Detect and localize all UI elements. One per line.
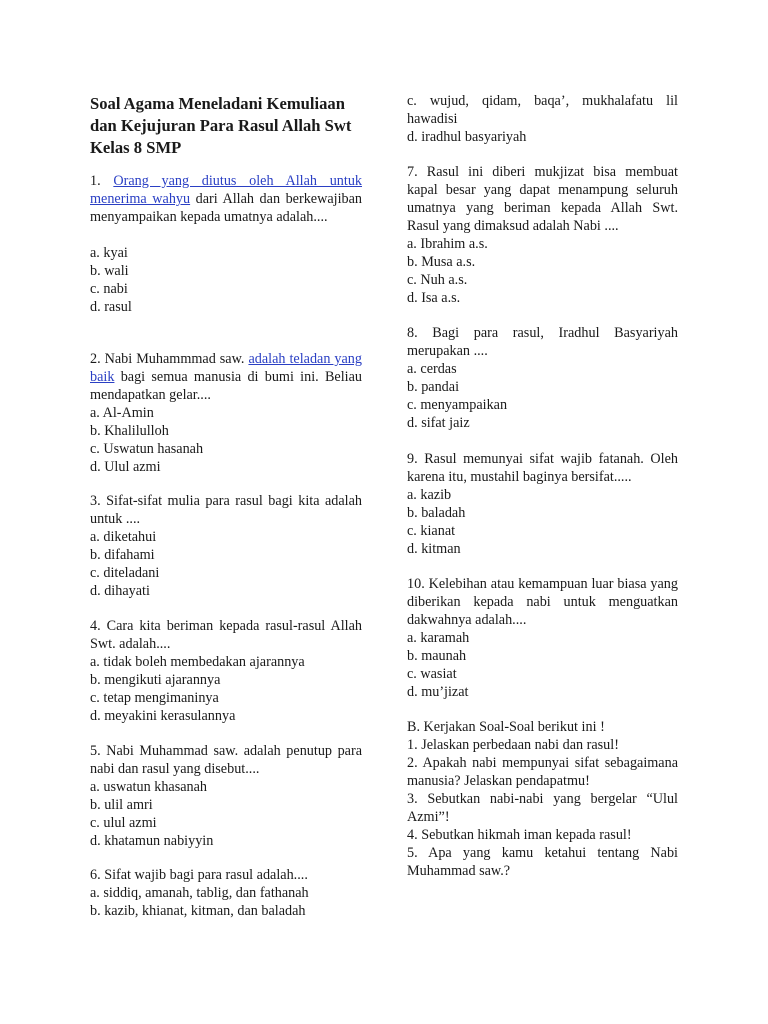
question-text: 7. Rasul ini diberi mukjizat bisa membuat kapal besar yang dapat menampung seluruh umatnya yang beriman kepada Allah Swt. Rasul yang dimaksud adalah Nabi ....	[407, 164, 678, 234]
question-text: 5. Nabi Muhammad saw. adalah penutup para nabi dan rasul yang disebut....	[90, 743, 362, 777]
question-7	[407, 163, 678, 307]
option-b: b. mengikuti ajarannya	[90, 672, 221, 688]
question-text: dari Allah dan berkewajiban menyampaikan kepada umatnya adalah....	[90, 191, 363, 225]
option-a: a. uswatun khasanah	[90, 779, 208, 795]
question-text-rest: bagi semua manusia di bumi ini. Beliau mendapatkan gelar....	[90, 369, 362, 403]
option-c: c. diteladani	[90, 565, 160, 581]
question-1	[90, 172, 362, 316]
option-c: c. kianat	[407, 523, 456, 539]
essay-item: 3. Sebutkan nabi-nabi yang bergelar “Ulul Azmi”!	[407, 791, 678, 825]
option-c: c. wujud, qidam, baqa’, mukhalafatu lil hawadisi	[407, 93, 678, 127]
question-number: 1.	[90, 173, 101, 189]
option-b: b. kazib, khianat, kitman, dan baladah	[90, 903, 306, 919]
option-b: b. maunah	[407, 648, 467, 664]
question-link[interactable]: Orang yang diutus oleh Allah untuk menerima wahyu	[90, 173, 363, 207]
question-text: 6. Sifat wajib bagi para rasul adalah....	[90, 867, 308, 883]
option-d: d. khatamun nabiyyin	[90, 833, 214, 849]
question-6-continued	[407, 92, 678, 146]
option-b: b. wali	[90, 263, 129, 279]
option-d: d. Ulul azmi	[90, 459, 161, 475]
option-d: d. meyakini kerasulannya	[90, 708, 236, 724]
question-text: 4. Cara kita beriman kepada rasul-rasul Allah Swt. adalah....	[90, 618, 362, 652]
question-5	[90, 742, 362, 850]
question-4	[90, 617, 362, 725]
option-b: b. baladah	[407, 505, 466, 521]
option-b: b. pandai	[407, 379, 460, 395]
question-3	[90, 492, 362, 600]
option-a: a. tidak boleh membedakan ajarannya	[90, 654, 305, 670]
option-b: b. Khalilulloh	[90, 423, 169, 439]
question-9	[407, 450, 678, 558]
option-d: d. mu’jizat	[407, 684, 469, 700]
option-b: b. ulil amri	[90, 797, 153, 813]
option-d: d. dihayati	[90, 583, 150, 599]
page-title: Soal Agama Meneladani Kemuliaan dan Kejujuran Para Rasul Allah Swt Kelas 8 SMP	[90, 94, 352, 157]
question-10	[407, 575, 678, 701]
question-text: 8. Bagi para rasul, Iradhul Basyariyah merupakan ....	[407, 325, 678, 359]
question-text: 10. Kelebihan atau kemampuan luar biasa yang diberikan kepada nabi untuk menguatkan dakwahnya adalah....	[407, 576, 678, 628]
essay-section	[407, 718, 678, 880]
option-c: c. menyampaikan	[407, 397, 508, 413]
option-a: a. Ibrahim a.s.	[407, 236, 488, 252]
question-text: 9. Rasul memunyai sifat wajib fatanah. Oleh karena itu, mustahil baginya bersifat.....	[407, 451, 678, 485]
essay-item: 2. Apakah nabi mempunyai sifat sebagaimana manusia? Jelaskan pendapatmu!	[407, 755, 678, 789]
option-a: a. karamah	[407, 630, 470, 646]
option-c: c. nabi	[90, 281, 128, 297]
option-a: a. cerdas	[407, 361, 457, 377]
question-link[interactable]: adalah teladan yang baik	[90, 351, 362, 385]
option-c: c. wasiat	[407, 666, 457, 682]
question-6	[90, 866, 362, 920]
option-c: c. Uswatun hasanah	[90, 441, 204, 457]
question-text: 3. Sifat-sifat mulia para rasul bagi kita adalah untuk ....	[90, 493, 362, 527]
option-c: c. ulul azmi	[90, 815, 157, 831]
essay-item: 5. Apa yang kamu ketahui tentang Nabi Muhammad saw.?	[407, 845, 678, 879]
option-d: d. sifat jaiz	[407, 415, 470, 431]
option-a: a. kazib	[407, 487, 452, 503]
question-8	[407, 324, 678, 432]
option-d: d. rasul	[90, 299, 132, 315]
option-a: a. Al-Amin	[90, 405, 154, 421]
option-c: c. tetap mengimaninya	[90, 690, 219, 706]
option-d: d. iradhul basyariyah	[407, 129, 527, 145]
question-2	[90, 350, 362, 476]
option-d: d. Isa a.s.	[407, 290, 461, 306]
option-a: a. diketahui	[90, 529, 157, 545]
option-a: a. siddiq, amanah, tablig, dan fathanah	[90, 885, 309, 901]
option-c: c. Nuh a.s.	[407, 272, 468, 288]
question-text: 2. Nabi Muhammmad saw.	[90, 351, 249, 367]
essay-item: 1. Jelaskan perbedaan nabi dan rasul!	[407, 737, 619, 753]
option-b: b. Musa a.s.	[407, 254, 476, 270]
option-a: a. kyai	[90, 245, 128, 261]
essay-heading: B. Kerjakan Soal-Soal berikut ini !	[407, 719, 605, 735]
option-d: d. kitman	[407, 541, 461, 557]
essay-item: 4. Sebutkan hikmah iman kepada rasul!	[407, 827, 632, 843]
option-b: b. difahami	[90, 547, 155, 563]
